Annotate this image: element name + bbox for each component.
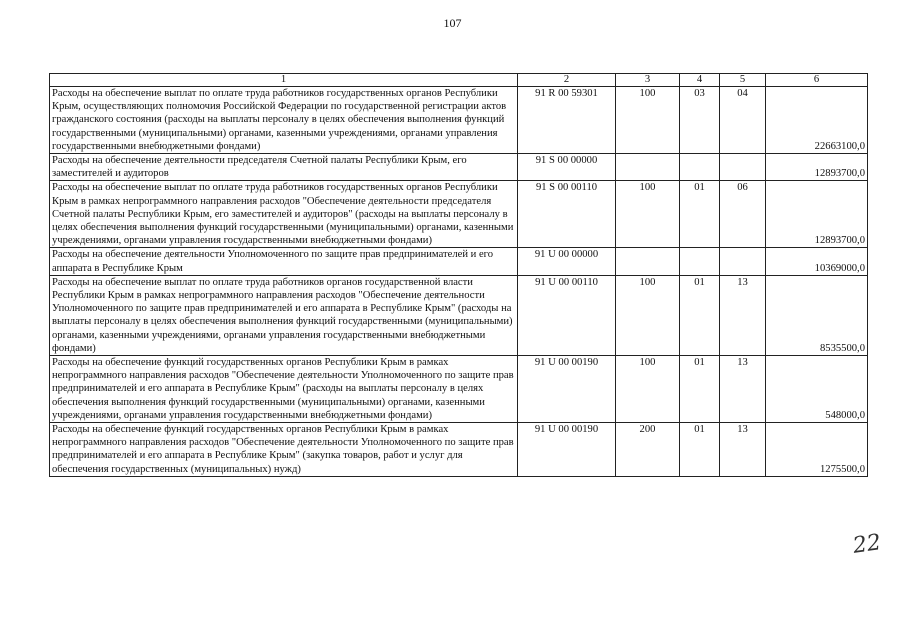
header-cell: 4 <box>680 74 720 87</box>
row-description: Расходы на обеспечение деятельности Уполномоченного по защите прав предпринимателей и его аппарата в Республике Крым <box>50 248 518 275</box>
row-type-code: 100 <box>616 356 680 423</box>
header-cell: 2 <box>518 74 616 87</box>
header-cell: 1 <box>50 74 518 87</box>
table-row <box>50 275 868 355</box>
header-cell: 6 <box>766 74 868 87</box>
row-section <box>680 248 720 275</box>
row-section: 01 <box>680 356 720 423</box>
handwritten-page-mark: 22 <box>851 530 883 559</box>
row-subsection: 13 <box>720 356 766 423</box>
row-code: 91 S 00 00000 <box>518 154 616 181</box>
row-code: 91 U 00 00110 <box>518 275 616 355</box>
row-description: Расходы на обеспечение функций государственных органов Республики Крым в рамках непрограммного направления расходов "Обеспечение деятельности Уполномоченного по защите прав предпринимателей и его аппарата в Республике Крым" (закупка товаров, работ и услуг для обеспечения государственных (муниципальных) нужд) <box>50 423 518 477</box>
table-row <box>50 423 868 477</box>
row-amount: 8535500,0 <box>766 275 868 355</box>
row-amount: 22663100,0 <box>766 87 868 154</box>
row-section: 01 <box>680 275 720 355</box>
row-code: 91 U 00 00000 <box>518 248 616 275</box>
row-type-code: 100 <box>616 275 680 355</box>
row-type-code <box>616 154 680 181</box>
row-subsection: 06 <box>720 181 766 248</box>
header-cell: 5 <box>720 74 766 87</box>
row-description: Расходы на обеспечение выплат по оплате труда работников государственных органов Республики Крым, осуществляющих полномочия Российской Федерации по государственной регистрации актов гражданского состояния (расходы на выплаты персоналу в целях обеспечения выполнения функций государственными (муниципальными) органами, казенными учреждениями, органами управления государственными внебюджетными фондами) <box>50 87 518 154</box>
row-subsection: 13 <box>720 275 766 355</box>
table-row <box>50 356 868 423</box>
row-code: 91 S 00 00110 <box>518 181 616 248</box>
row-section: 03 <box>680 87 720 154</box>
row-amount: 10369000,0 <box>766 248 868 275</box>
row-section: 01 <box>680 423 720 477</box>
table-row <box>50 154 868 181</box>
row-subsection: 13 <box>720 423 766 477</box>
row-description: Расходы на обеспечение деятельности председателя Счетной палаты Республики Крым, его заместителей и аудиторов <box>50 154 518 181</box>
row-section: 01 <box>680 181 720 248</box>
row-type-code: 200 <box>616 423 680 477</box>
row-amount: 12893700,0 <box>766 154 868 181</box>
row-description: Расходы на обеспечение выплат по оплате труда работников государственных органов Республики Крым в рамках непрограммного направления расходов "Обеспечение деятельности председателя Счетной палаты Республики Крым, его заместителей и аудиторов" (расходы на выплаты персоналу в целях обеспечения выполнения функций государственными (муниципальными) органами, казенными учреждениями, органами управления государственными внебюджетными фондами) <box>50 181 518 248</box>
table-row <box>50 248 868 275</box>
row-amount: 548000,0 <box>766 356 868 423</box>
table-header-row <box>50 74 868 87</box>
row-description: Расходы на обеспечение функций государственных органов Республики Крым в рамках непрограммного направления расходов "Обеспечение деятельности Уполномоченного по защите прав предпринимателей и его аппарата в Республике Крым" (расходы на выплаты персоналу в целях обеспечения выполнения функций государственными (муниципальными) органами, казенными учреждениями, органами управления государственными внебюджетными фондами) <box>50 356 518 423</box>
row-subsection <box>720 248 766 275</box>
row-section <box>680 154 720 181</box>
row-amount: 1275500,0 <box>766 423 868 477</box>
row-code: 91 U 00 00190 <box>518 423 616 477</box>
row-description: Расходы на обеспечение выплат по оплате труда работников органов государственной власти Республики Крым в рамках непрограммного направления расходов "Обеспечение деятельности Уполномоченного по защите прав предпринимателей и его аппарата в Республике Крым" (расходы на выплаты персоналу в целях обеспечения выполнения функций государственными (муниципальными) органами, казенными учреждениями, органами управления государственными внебюджетными фондами) <box>50 275 518 355</box>
page-number: 107 <box>443 16 462 30</box>
header-cell: 3 <box>616 74 680 87</box>
table-row <box>50 181 868 248</box>
row-code: 91 U 00 00190 <box>518 356 616 423</box>
row-subsection <box>720 154 766 181</box>
row-code: 91 R 00 59301 <box>518 87 616 154</box>
row-type-code: 100 <box>616 87 680 154</box>
budget-table <box>49 73 868 477</box>
row-type-code <box>616 248 680 275</box>
row-amount: 12893700,0 <box>766 181 868 248</box>
row-type-code: 100 <box>616 181 680 248</box>
row-subsection: 04 <box>720 87 766 154</box>
table-row <box>50 87 868 154</box>
